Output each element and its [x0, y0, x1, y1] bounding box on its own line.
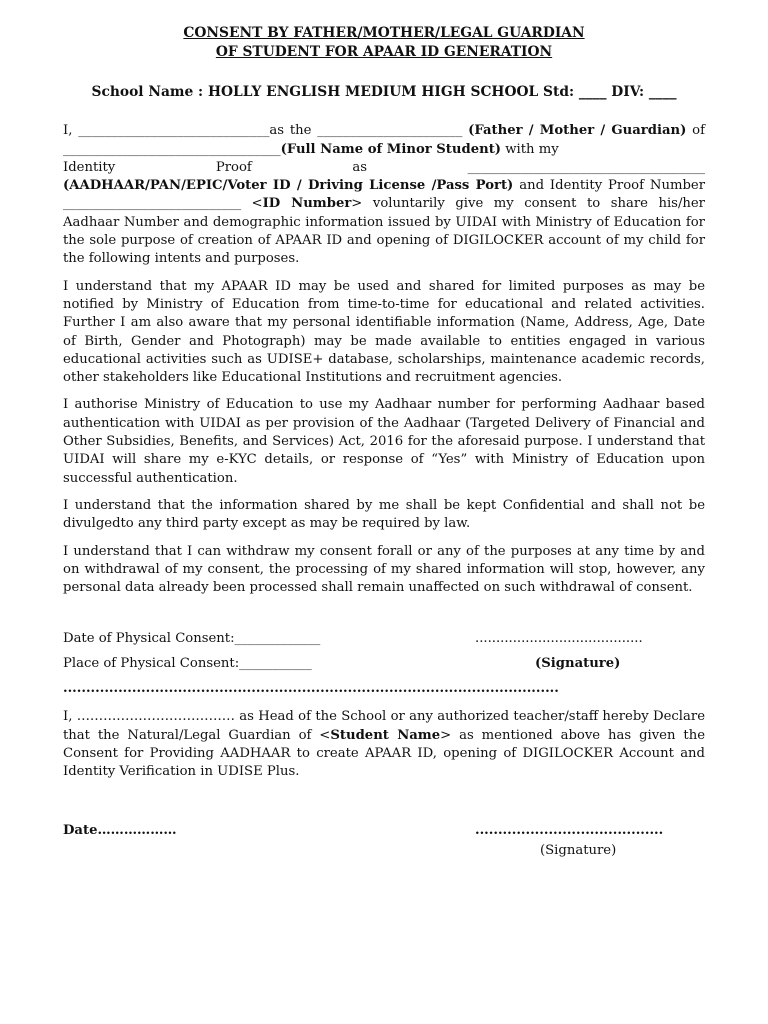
document-types: (AADHAAR/PAN/EPIC/Voter ID / Driving License /Pass Port) — [63, 178, 514, 194]
id-number-blank: and Identity Proof Number ___________________________ < — [63, 178, 705, 212]
footer-date: Date……………… — [63, 822, 177, 838]
identity-proof-line — [63, 159, 705, 177]
signature-label: (Signature) — [535, 655, 621, 671]
date-of-consent: Date of Physical Consent:_____________ — [63, 631, 321, 647]
signature-dots: ........................................ — [475, 631, 643, 647]
apaar-usage-paragraph: I understand that my APAAR ID may be used and shared for limited purposes as may be notified by Ministry of Education from time-to-time for educational and related activities. Further I am also aware that my personal identifiable information (Name, Address, Age, Date of Birth, Gender and Photograph) may be made available to entities engaged in various educational activities such as UDISE+ database, scholarships, maintenance academic records, other stakeholders like Educational Institutions and recruitment agencies. — [63, 278, 705, 386]
identity-proof-blank: ____________________________________ — [467, 159, 705, 175]
footer-signature-dots: ......................................... — [475, 822, 664, 838]
place-of-consent: Place of Physical Consent:___________ — [63, 655, 312, 671]
consent-paragraph-cont — [63, 177, 705, 268]
footer-signature-row — [63, 842, 705, 860]
student-name-label: Student Name — [330, 727, 441, 743]
consent-purpose-text: > voluntarily give my consent to share his/her Aadhaar Number and demographic information issued by UIDAI with Ministry of Education for the sole purpose of creation of APAAR ID and opening of DIGILOCKER account of my child for the following intents and purposes. — [63, 196, 705, 267]
consent-document — [63, 24, 705, 860]
minor-name-blank: of _________________________________ — [63, 123, 705, 157]
title-line-2: OF STUDENT FOR APAAR ID GENERATION — [215, 44, 553, 60]
footer-date-row — [63, 822, 705, 840]
guardian-name-blank: I, _____________________________as the ______________________ — [63, 123, 469, 139]
school-line: School Name : HOLLY ENGLISH MEDIUM HIGH SCHOOL Std: ____ DIV: ____ — [91, 84, 677, 100]
date-consent-row — [63, 630, 705, 648]
id-number-label: ID Number — [262, 196, 352, 212]
place-consent-row — [63, 655, 705, 673]
declaration-part-1: I, ……………………………… as Head of the School or any authorized teacher/staff hereby Declare that the Natural/Legal Guardian of < — [63, 709, 705, 743]
as-word: as — [352, 159, 368, 175]
footer-signature-label: (Signature) — [540, 842, 617, 858]
title-line-1: CONSENT BY FATHER/MOTHER/LEGAL GUARDIAN — [183, 25, 585, 41]
withdrawal-paragraph: I understand that I can withdraw my consent forall or any of the purposes at any time by and on withdrawal of my consent, the processing of my shared information will stop, however, any personal data already been processed shall remain unaffected on such withdrawal of consent. — [63, 543, 705, 596]
minor-name-label: (Full Name of Minor Student) — [280, 141, 502, 157]
declaration-paragraph — [63, 708, 705, 781]
separator-dots: ............................................................................................................ — [63, 681, 559, 697]
with-my-text: with my — [501, 141, 559, 157]
consent-paragraph — [63, 122, 705, 159]
proof-word: Proof — [215, 159, 252, 175]
confidentiality-paragraph: I understand that the information shared by me shall be kept Confidential and shall not be divulgedto any third party except as may be required by law. — [63, 497, 705, 532]
identity-word: Identity — [63, 159, 116, 175]
declaration-part-2: > as mentioned above has given the Consent for Providing AADHAAR to create APAAR ID, opening of DIGILOCKER Account and Identity Verification in UDISE Plus. — [63, 727, 705, 780]
authorisation-paragraph: I authorise Ministry of Education to use my Aadhaar number for performing Aadhaar based authentication with UIDAI as per provision of the Aadhaar (Targeted Delivery of Financial and Other Subsidies, Benefits, and Services) Act, 2016 for the aforesaid purpose. I understand that UIDAI will share my e-KYC details, or response of “Yes” with Ministry of Education upon successful authentication. — [63, 397, 705, 486]
relation-label: (Father / Mother / Guardian) — [468, 123, 687, 139]
